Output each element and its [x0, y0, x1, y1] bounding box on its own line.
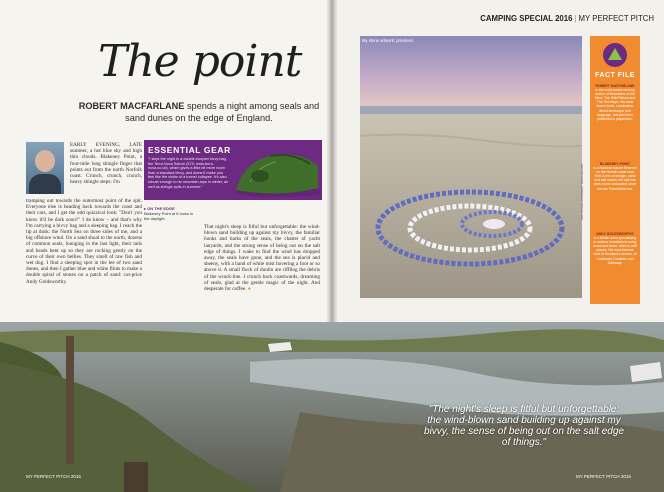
fact-item — [593, 84, 637, 121]
fact-item-head: ANDY GOLDSWORTHY — [596, 232, 634, 236]
on-the-edge-caption — [144, 206, 194, 221]
essential-gear-box — [144, 140, 322, 200]
pull-quote: "The night's sleep is fitful but unforgettable: the wind-blown sand building up against my bivvy, the sense of being out on the salt edge of things." — [424, 404, 624, 448]
fact-item-text: is a National Nature Reserve on the Norfolk coast near Holt. A mix of shingle, sand and salt marsh, the spit has year-round occupation since the late Palaeolithic era. — [593, 166, 637, 191]
author-shirt — [29, 174, 61, 194]
fact-item — [593, 162, 637, 191]
author-face — [35, 150, 55, 172]
on-the-edge-text: Blakeney Point at 8 looks in the daylight. — [144, 211, 194, 221]
deck-text: spends a night among seals and sand dunes on the edge of England. — [125, 101, 320, 123]
fact-item — [593, 232, 637, 265]
on-the-edge-heading: ▸ ON THE EDGE — [144, 206, 175, 211]
gear-heading: ESSENTIAL GEAR — [148, 145, 231, 155]
body-column-2 — [204, 224, 320, 292]
section-label: CAMPING SPECIAL 2016 — [480, 14, 573, 23]
bivvy-tent-image — [230, 142, 324, 200]
body-column-2-text: That night's sleep is fitful but unforgettable: the wind-blown sand building up against my bivvy, the familiar honks and barks of the seals, the chatter of yacht lanyards, and the strong sense of being out on the salt edge of things. I wake to find the wind has dropped away, the seals have gone, and the sea is placid and sheeny, with a band of white mist hovering a foot or so above it. A small flock of dunlin are riffling the debris of the wrack-line. I crunch back coastwards, dreaming of seals, glad at the gentle magic of the night. And desperate for coffee. — [204, 224, 320, 293]
author-photo — [26, 142, 64, 194]
stone-spiral-photo — [360, 36, 582, 298]
deck-author: ROBERT MACFARLANE — [78, 101, 185, 111]
article-deck — [74, 100, 324, 124]
photo-caption: My stone artwork: priceless. — [362, 38, 414, 43]
folio-right: MY PERFECT PITCH 2016 — [576, 474, 631, 479]
fact-item-text: is a British artist specialising in outdoor installations using wood and stone, often in wild places. His most famous work is Scotland's Arches, at Caolasaid, Dumfries and Galloway. — [593, 236, 637, 265]
body-column-intro: EARLY EVENING, LATE summer, a hot blue sky and high thin clouds. Blakeney Point, a four-mile long shingle finger that points out from the north Norfolk coast. Crunch, crunch, crunch, heavy shingle steps: I'm — [70, 142, 142, 186]
spine-shadow — [326, 0, 338, 330]
fact-item-head: BLAKENEY POINT — [600, 162, 630, 166]
fact-file-panel — [590, 36, 640, 304]
gear-text: "I slept the night in a double-hooped bivvy bag, the Terra Nova Saturn (£75; www.terra-nova.co.uk), which gives a little bit more room than a standard bivvy, and doesn't make you feel like the victim of a tunnel collapse. It's also robust enough to do mountain-tops in winter, as well as shingle spits in summer." — [148, 157, 228, 189]
end-mark: ● — [247, 286, 251, 293]
magazine-label: MY PERFECT PITCH — [578, 14, 654, 23]
header-separator: | — [574, 14, 577, 23]
photo-credit: AMY DOUGLAS/ROBERT MACFARLANE — [580, 163, 584, 220]
folio-left: MY PERFECT PITCH 2016 — [26, 474, 81, 479]
tent-logo-icon — [602, 42, 628, 68]
fact-item-text: is the multi-award-winning author of Mountains of the Mind, The Wild Places and The Old Ways. His most recent book, Landmarks, about landscape and language, has just been published in paperback. — [594, 88, 636, 121]
article-title: The point — [98, 36, 302, 87]
running-header — [480, 14, 654, 23]
fact-file-heading: FACT FILE — [595, 72, 635, 79]
body-column-1: tramping out towards the outermost point of the spit. Everyone else is heading back towards the coast and their cars, and I get the odd quizzical look: "Don't you know it'll be dark soon?" I do know – and that's why I'm carrying a bivvy bag and a sleeping bag. I reach the tip at dusk: the North Sea on three sides of me, and a big offshore wind. On a sand shoal to the north, dozens of common seals, lounging in the last light, their tails and heads bent up so they are rocking gently on the curve of their own bellies. They smell of raw fish and wet dog. I find a sleeping spot in the lee of two sand dunes, and then I gather blue and white flints to make a double spiral of stones on a patch of sand: cut-price Andy Goldsworthy. — [26, 198, 142, 285]
fact-item-head: ROBERT MACFARLANE — [595, 84, 635, 88]
